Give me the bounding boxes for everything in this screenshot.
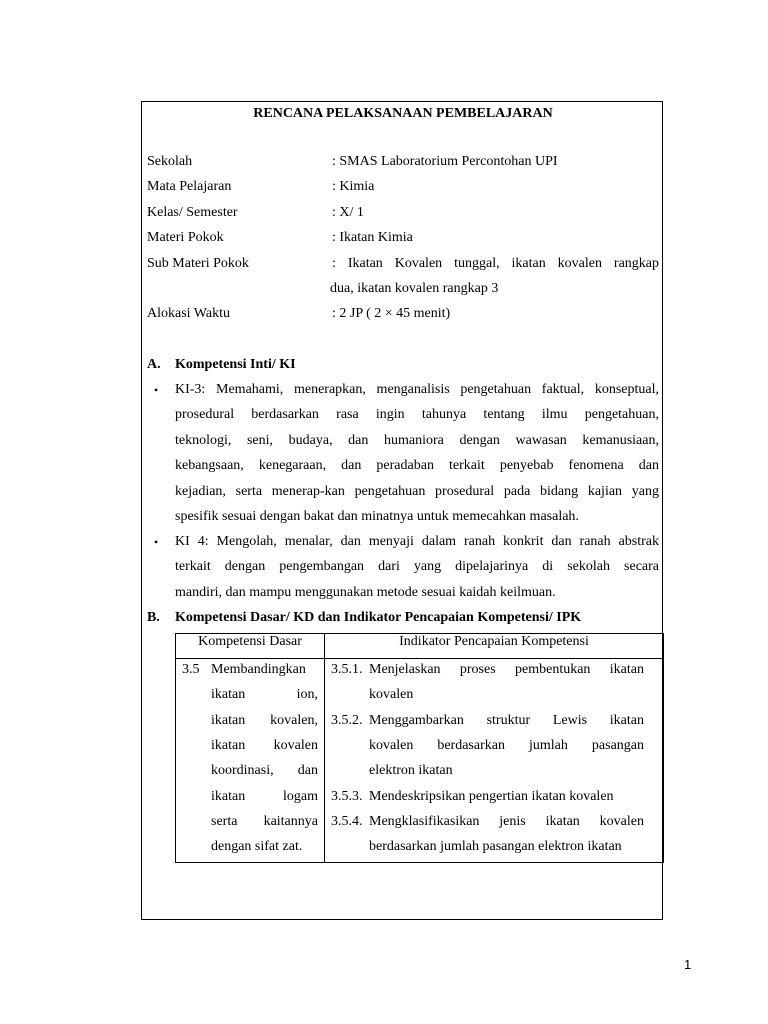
indicator-2-number: 3.5.2.: [331, 713, 363, 728]
kd-line-2: ikatan ion,: [211, 687, 318, 702]
value-sekolah: : SMAS Laboratorium Percontohan UPI: [332, 154, 558, 169]
indicator-4-line-2: berdasarkan jumlah pasangan elektron ikatan: [369, 839, 622, 854]
value-mata-pelajaran: : Kimia: [332, 179, 375, 194]
document-frame: [141, 101, 663, 920]
indicator-1-line-2: kovalen: [369, 687, 414, 702]
table-header-row: [176, 634, 664, 659]
label-alokasi-waktu: Alokasi Waktu: [147, 306, 230, 321]
kd-line-3: ikatan kovalen,: [211, 713, 318, 728]
kd-line-8: dengan sifat zat.: [211, 839, 303, 854]
indicator-2-line-1: Menggambarkan struktur Lewis ikatan: [369, 713, 644, 728]
indicator-1-number: 3.5.1.: [331, 662, 363, 677]
header-kompetensi-dasar: Kompetensi Dasar: [176, 634, 325, 659]
table-row: [176, 659, 664, 863]
ki4-bullet: •: [154, 535, 159, 549]
kd-line-5: koordinasi, dan: [211, 763, 318, 778]
value-sub-materi-pokok: : Ikatan Kovalen tunggal, ikatan kovalen rangkap: [332, 256, 659, 271]
ki3-line-5: kejadian, serta menerap-kan pengetahuan prosedural pada bidang kajian yang: [175, 484, 659, 499]
ki3-line-2: prosedural berdasarkan rasa ingin tahunya tentang ilmu pengetahuan,: [175, 407, 659, 422]
kd-cell: [176, 659, 325, 863]
section-b-marker: B.: [147, 610, 160, 625]
label-kelas-semester: Kelas/ Semester: [147, 205, 238, 220]
ki3-line-4: kebangsaan, kenegaraan, dan peradaban terkait penyebab fenomena dan: [175, 458, 659, 473]
page-number: 1: [684, 957, 692, 972]
indicator-3-number: 3.5.3.: [331, 789, 363, 804]
ki4-line-2: terkait dengan pengembangan dari yang dipelajarinya di sekolah secara: [175, 559, 659, 574]
indicator-4-line-1: Mengklasifikasikan jenis ikatan kovalen: [369, 814, 644, 829]
indicator-4-number: 3.5.4.: [331, 814, 363, 829]
label-mata-pelajaran: Mata Pelajaran: [147, 179, 232, 194]
kd-line-1: Membandingkan: [211, 662, 306, 677]
kd-ipk-table: [175, 633, 664, 863]
indicator-cell: [325, 659, 664, 863]
kd-line-6: ikatan logam: [211, 789, 318, 804]
kd-line-7: serta kaitannya: [211, 814, 318, 829]
section-a-heading: Kompetensi Inti/ KI: [175, 357, 296, 372]
header-indikator: Indikator Pencapaian Kompetensi: [325, 634, 664, 659]
value-sub-materi-pokok-cont: dua, ikatan kovalen rangkap 3: [330, 281, 499, 296]
indicator-2-line-3: elektron ikatan: [369, 763, 453, 778]
indicator-1-line-1: Menjelaskan proses pembentukan ikatan: [369, 662, 644, 677]
ki4-line-3: mandiri, dan mampu menggunakan metode sesuai kaidah keilmuan.: [175, 585, 556, 600]
section-b-heading: Kompetensi Dasar/ KD dan Indikator Pencapaian Kompetensi/ IPK: [175, 610, 582, 625]
document-title: RENCANA PELAKSANAAN PEMBELAJARAN: [253, 106, 553, 121]
ki4-line-1: KI 4: Mengolah, menalar, dan menyaji dalam ranah konkrit dan ranah abstrak: [175, 534, 659, 549]
ki3-line-6: spesifik sesuai dengan bakat dan minatnya untuk memecahkan masalah.: [175, 509, 579, 524]
label-sub-materi-pokok: Sub Materi Pokok: [147, 256, 249, 271]
value-materi-pokok: : Ikatan Kimia: [332, 230, 413, 245]
indicator-3-line-1: Mendeskripsikan pengertian ikatan kovalen: [369, 789, 614, 804]
label-materi-pokok: Materi Pokok: [147, 230, 224, 245]
kd-number: 3.5: [182, 662, 200, 677]
value-kelas-semester: : X/ 1: [332, 205, 364, 220]
ki3-line-1: KI-3: Memahami, menerapkan, menganalisis pengetahuan faktual, konseptual,: [175, 382, 659, 397]
ki3-bullet: •: [154, 383, 159, 397]
label-sekolah: Sekolah: [147, 154, 193, 169]
indicator-2-line-2: kovalen berdasarkan jumlah pasangan: [369, 738, 644, 753]
kd-line-4: ikatan kovalen: [211, 738, 318, 753]
value-alokasi-waktu: : 2 JP ( 2 × 45 menit): [332, 306, 451, 321]
ki3-line-3: teknologi, seni, budaya, dan humaniora dengan wawasan kemanusiaan,: [175, 433, 659, 448]
section-a-marker: A.: [147, 357, 161, 372]
